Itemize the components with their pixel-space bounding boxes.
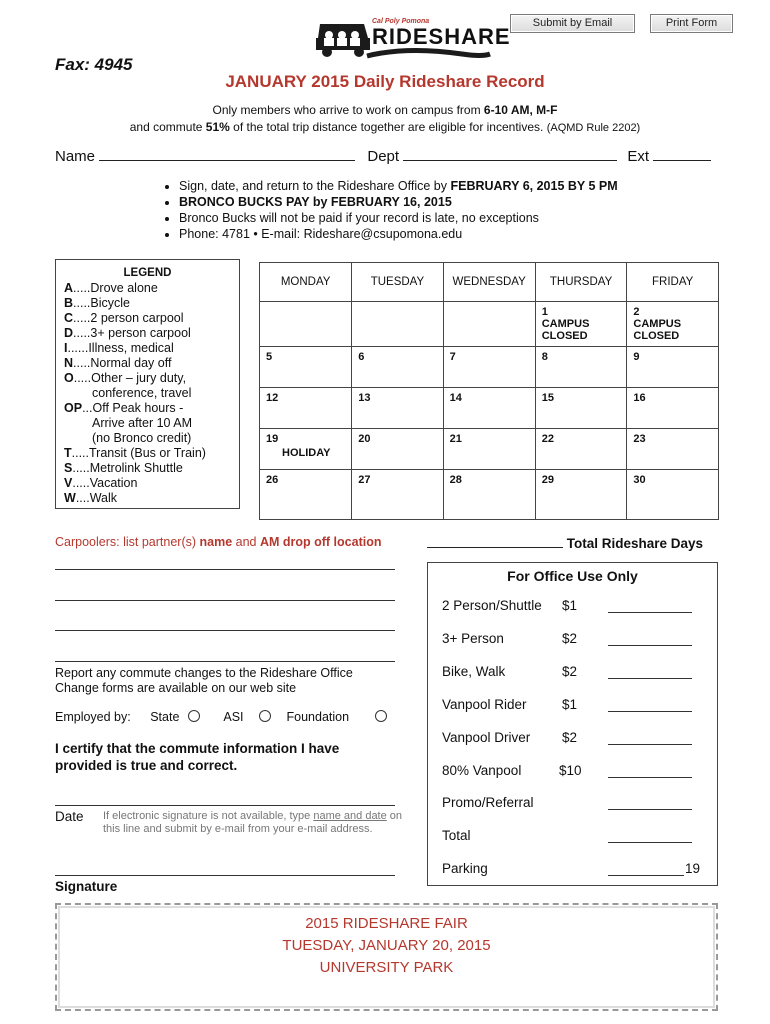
table-row xyxy=(260,347,719,388)
ext-field[interactable] xyxy=(653,147,711,161)
day-note: CLOSED xyxy=(541,330,588,342)
office-row: 80% Vanpool $10 xyxy=(442,763,712,781)
legend-heading: LEGEND xyxy=(123,267,172,279)
col-tuesday: TUESDAY xyxy=(352,263,443,302)
logo-small-text: Cal Poly Pomona xyxy=(372,18,430,25)
day-number: 27 xyxy=(358,474,371,486)
legend-item: OP...Off Peak hours - xyxy=(64,401,184,415)
office-field[interactable] xyxy=(608,711,692,712)
office-heading: For Office Use Only xyxy=(507,568,638,584)
table-row xyxy=(260,302,719,347)
date-label: Date xyxy=(55,809,84,824)
calendar-header-row xyxy=(260,263,719,302)
day-cell[interactable] xyxy=(443,388,535,429)
day-cell[interactable] xyxy=(535,429,627,470)
office-row: Bike, Walk $2 xyxy=(442,664,712,682)
carpool-partner-line[interactable] xyxy=(55,600,395,601)
carpool-instructions: Carpoolers: list partner(s) name and AM drop off location xyxy=(55,535,382,549)
day-note: CLOSED xyxy=(633,330,680,342)
day-cell[interactable] xyxy=(535,388,627,429)
office-field[interactable] xyxy=(608,678,692,679)
legend-item: N.....Normal day off xyxy=(64,356,172,370)
day-number: 29 xyxy=(541,474,554,486)
office-field[interactable] xyxy=(608,744,692,745)
day-cell[interactable] xyxy=(260,302,352,347)
day-number: 16 xyxy=(633,392,646,404)
total-rideshare-days: Total Rideshare Days xyxy=(427,535,703,551)
office-row: Promo/Referral xyxy=(442,795,712,813)
day-cell[interactable] xyxy=(352,429,443,470)
table-row xyxy=(260,429,719,470)
day-cell[interactable] xyxy=(443,470,535,520)
office-field[interactable] xyxy=(608,612,692,613)
day-cell[interactable] xyxy=(627,429,719,470)
office-field[interactable] xyxy=(608,777,692,778)
day-number: 8 xyxy=(541,351,548,363)
legend-item: B.....Bicycle xyxy=(64,296,130,310)
date-line[interactable] xyxy=(55,805,395,806)
col-monday: MONDAY xyxy=(260,263,352,302)
carpool-partner-line[interactable] xyxy=(55,661,395,662)
day-cell[interactable] xyxy=(260,429,352,470)
legend-item: S.....Metrolink Shuttle xyxy=(64,461,183,475)
day-note: CAMPUS xyxy=(633,318,682,330)
office-row: 3+ Person $2 xyxy=(442,631,712,649)
asi-radio[interactable] xyxy=(259,710,271,722)
legend-item: T.....Transit (Bus or Train) xyxy=(64,446,206,460)
signature-label: Signature xyxy=(55,879,118,894)
employed-by-row: Employed by: State ASI Foundation xyxy=(55,710,387,724)
legend-item: I......Illness, medical xyxy=(64,341,174,355)
dept-field[interactable] xyxy=(403,147,617,161)
day-cell[interactable] xyxy=(535,470,627,520)
office-row: 2 Person/Shuttle $1 xyxy=(442,598,712,616)
day-cell[interactable] xyxy=(535,302,627,347)
print-form-button[interactable]: Print Form xyxy=(650,14,733,33)
day-number: 23 xyxy=(633,433,646,445)
col-friday: FRIDAY xyxy=(627,263,719,302)
logo-wordmark: RIDESHARE xyxy=(372,24,511,49)
day-number: 28 xyxy=(449,474,462,486)
day-cell[interactable] xyxy=(352,347,443,388)
state-radio[interactable] xyxy=(188,710,200,722)
day-cell[interactable] xyxy=(352,388,443,429)
dept-label: Dept xyxy=(367,148,400,165)
day-number: 22 xyxy=(541,433,554,445)
legend-item: C.....2 person carpool xyxy=(64,311,184,325)
fax-number: Fax: 4945 xyxy=(55,55,133,74)
legend-item: A.....Drove alone xyxy=(64,281,158,295)
changes-note: Report any commute changes to the Rideshare Office Change forms are available on our web site xyxy=(55,666,353,695)
foundation-radio[interactable] xyxy=(375,710,387,722)
eligibility-line-1: Only members who arrive to work on campus from 6-10 AM, M-F xyxy=(212,103,558,117)
day-cell[interactable] xyxy=(260,470,352,520)
day-number: 13 xyxy=(358,392,371,404)
legend-item: (no Bronco credit) xyxy=(92,431,192,445)
day-number: 1 xyxy=(541,306,548,318)
page-title: JANUARY 2015 Daily Rideshare Record xyxy=(225,72,545,91)
certification-statement: I certify that the commute information I have provided is true and correct. xyxy=(55,741,340,773)
day-cell[interactable] xyxy=(260,347,352,388)
total-days-field[interactable] xyxy=(427,535,563,548)
day-number: 21 xyxy=(449,433,462,445)
legend-box xyxy=(55,259,240,509)
col-thursday: THURSDAY xyxy=(535,263,627,302)
calendar-table xyxy=(259,262,719,520)
day-number: 14 xyxy=(449,392,462,404)
office-row: Vanpool Rider $1 xyxy=(442,697,712,715)
day-number: 7 xyxy=(449,351,456,363)
submit-by-email-button[interactable]: Submit by Email xyxy=(510,14,635,33)
day-cell[interactable] xyxy=(627,470,719,520)
fair-line-1: 2015 RIDESHARE FAIR xyxy=(305,915,468,932)
office-use-box xyxy=(427,562,718,886)
legend-item: D.....3+ person carpool xyxy=(64,326,191,340)
day-number: 9 xyxy=(633,351,640,363)
office-field[interactable] xyxy=(608,842,692,843)
day-cell[interactable] xyxy=(443,347,535,388)
day-cell[interactable] xyxy=(443,429,535,470)
day-number: 15 xyxy=(541,392,554,404)
carpool-partner-line[interactable] xyxy=(55,630,395,631)
list-item: • Bronco Bucks will not be paid if your record is late, no exceptions xyxy=(179,210,618,226)
day-cell[interactable] xyxy=(627,347,719,388)
day-cell[interactable] xyxy=(443,302,535,347)
day-number: 26 xyxy=(266,474,279,486)
day-cell[interactable] xyxy=(535,347,627,388)
day-number: 2 xyxy=(633,306,640,318)
day-cell[interactable] xyxy=(352,470,443,520)
day-number: 12 xyxy=(266,392,279,404)
legend-item: V.....Vacation xyxy=(64,476,138,490)
day-cell[interactable] xyxy=(260,388,352,429)
name-dept-ext-row xyxy=(55,147,711,165)
name-label: Name xyxy=(55,148,96,165)
rideshare-logo xyxy=(312,16,511,66)
name-field[interactable] xyxy=(99,147,355,161)
day-cell[interactable] xyxy=(627,302,719,347)
table-row xyxy=(260,470,719,520)
day-number: 6 xyxy=(358,351,365,363)
legend-item: Arrive after 10 AM xyxy=(92,416,193,430)
day-number: 20 xyxy=(358,433,371,445)
office-row: Parking 19 xyxy=(442,861,701,876)
table-row xyxy=(260,388,719,429)
list-item: • BRONCO BUCKS PAY by FEBRUARY 16, 2015 xyxy=(179,194,618,210)
office-field[interactable] xyxy=(608,875,684,876)
day-number: 30 xyxy=(633,474,646,486)
day-cell[interactable] xyxy=(352,302,443,347)
col-wednesday: WEDNESDAY xyxy=(443,263,535,302)
day-number: 5 xyxy=(266,351,273,363)
carpool-partner-line[interactable] xyxy=(55,569,395,570)
office-row: Total xyxy=(442,828,712,846)
fair-line-2: TUESDAY, JANUARY 20, 2015 xyxy=(282,937,491,954)
signature-line[interactable] xyxy=(55,875,395,876)
ext-label: Ext xyxy=(627,148,650,165)
day-cell[interactable] xyxy=(627,388,719,429)
office-field[interactable] xyxy=(608,645,692,646)
legend-item: O.....Other – jury duty, xyxy=(64,371,187,385)
rideshare-fair-banner xyxy=(55,903,718,1011)
electronic-signature-note: If electronic signature is not available, type name and date on this line and submit by e-mail from your e-mail address. xyxy=(103,810,403,835)
office-row: Vanpool Driver $2 xyxy=(442,730,712,748)
office-field[interactable] xyxy=(608,809,692,810)
list-item: • Sign, date, and return to the Rideshare Office by FEBRUARY 6, 2015 BY 5 PM xyxy=(179,178,618,194)
eligibility-line-2: and commute 51% of the total trip distance together are eligible for incentives. (AQMD Rule 2202) xyxy=(129,120,641,134)
list-item: • Phone: 4781 • E-mail: Rideshare@csupomona.edu xyxy=(179,226,618,242)
legend-item: W....Walk xyxy=(64,491,118,505)
day-note: CAMPUS xyxy=(541,318,590,330)
holiday-label: HOLIDAY xyxy=(282,447,331,459)
day-number: 19 xyxy=(266,433,279,445)
legend-item: conference, travel xyxy=(92,386,192,400)
fair-line-3: UNIVERSITY PARK xyxy=(319,959,454,976)
instructions-list xyxy=(157,178,618,242)
